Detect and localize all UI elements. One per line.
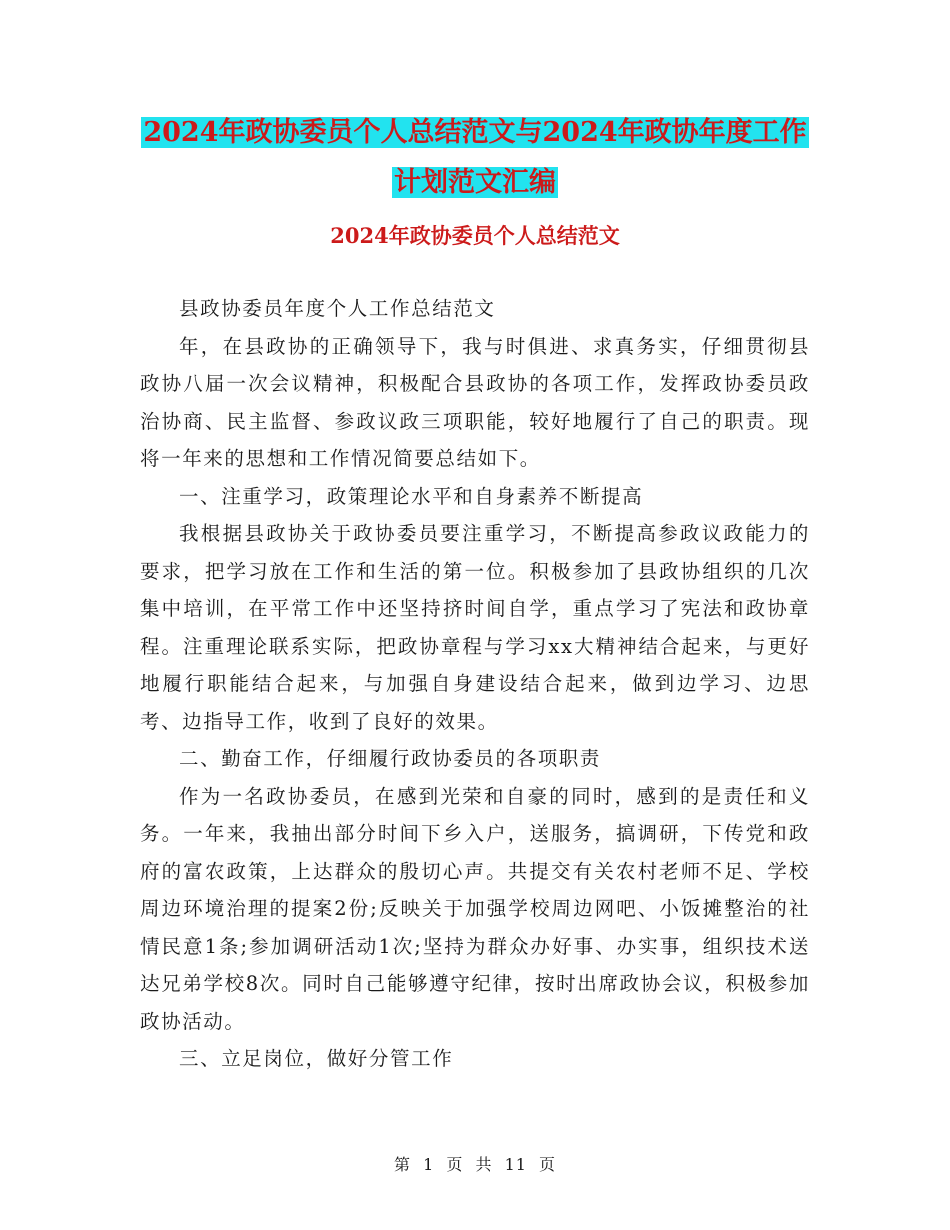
paragraph-heading: 县政协委员年度个人工作总结范文 xyxy=(179,297,496,320)
page-label: 第 xyxy=(393,1155,411,1174)
total-label: 共 xyxy=(475,1155,493,1174)
document-body xyxy=(140,290,810,1078)
paragraph: 作为一名政协委员，在感到光荣和自豪的同时，感到的是责任和义务。一年来，我抽出部分时间下乡入户，送服务，搞调研，下传党和政府的富农政策，上达群众的殷切心声。共提交有关农村老师不足、学校周边环境治理的提案2份;反映关于加强学校周边网吧、小饭摊整治的社情民意1条;参加调研活动1次;坚持为群众办好事、办实事，组织技术送达兄弟学校8次。同时自己能够遵守纪律，按时出席政协会议，积极参加政协活动。 xyxy=(140,784,810,1033)
page-footer xyxy=(0,1153,950,1177)
title-line-2: 计划范文汇编 xyxy=(394,167,556,198)
total-pages: 11 xyxy=(504,1155,527,1174)
section-title: 2024年政协委员个人总结范文 xyxy=(330,223,620,248)
section-heading: 一、注重学习，政策理论水平和自身素养不断提高 xyxy=(179,484,644,508)
title-line-1: 2024年政协委员个人总结范文与2024年政协年度工作 xyxy=(143,117,807,148)
page-number: 1 xyxy=(423,1155,435,1174)
total-unit: 页 xyxy=(539,1155,557,1174)
section-heading: 三、立足岗位，做好分管工作 xyxy=(179,1047,454,1070)
paragraph: 我根据县政协关于政协委员要注重学习，不断提高参政议政能力的要求，把学习放在工作和生活的第一位。积极参加了县政协组织的几次集中培训，在平常工作中还坚持挤时间自学，重点学习了宪法和政协章程。注重理论联系实际，把政协章程与学习xx大精神结合起来，与更好地履行职能结合起来，与加强自身建设结合起来，做到边学习、边思考、边指导工作，收到了良好的效果。 xyxy=(140,522,810,733)
page-unit: 页 xyxy=(446,1155,464,1174)
paragraph: 年，在县政协的正确领导下，我与时俱进、求真务实，仔细贯彻县政协八届一次会议精神，积极配合县政协的各项工作，发挥政协委员政治协商、民主监督、参政议政三项职能，较好地履行了自己的职责。现将一年来的思想和工作情况简要总结如下。 xyxy=(140,334,810,470)
section-heading: 二、勤奋工作，仔细履行政协委员的各项职责 xyxy=(179,747,602,770)
document-title xyxy=(0,108,950,208)
